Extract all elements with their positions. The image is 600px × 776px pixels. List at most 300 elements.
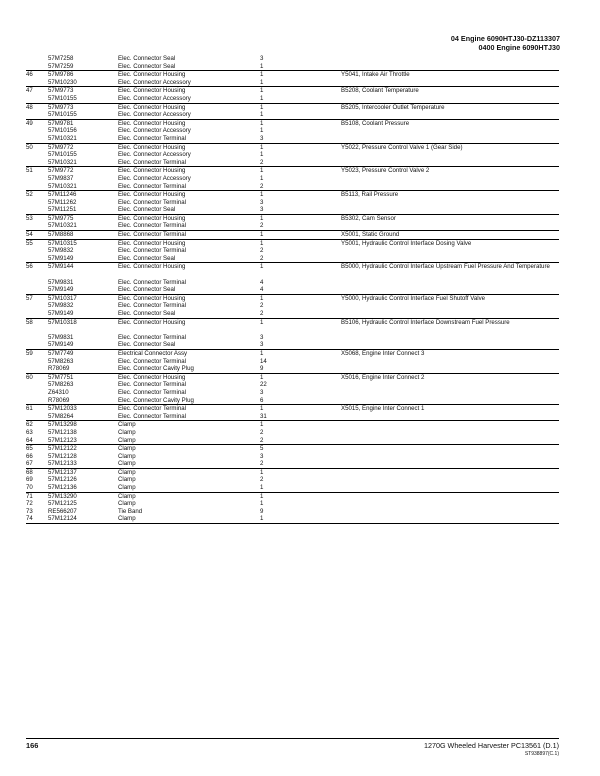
table-row	[26, 484, 559, 492]
table-row	[26, 255, 559, 263]
part-number: 57M9773	[48, 103, 74, 111]
part-description: Elec. Connector Housing	[118, 214, 186, 222]
table-row	[26, 271, 559, 279]
table-row	[26, 437, 559, 445]
table-row	[26, 374, 559, 382]
remarks: B5208, Coolant Temperature	[341, 87, 419, 95]
part-number: 57M10321	[48, 182, 77, 190]
part-number: 57M12123	[48, 436, 77, 444]
quantity: 1	[260, 231, 264, 239]
quantity: 6	[260, 396, 264, 404]
parts-group	[26, 319, 559, 350]
table-row	[26, 326, 559, 334]
quantity: 22	[260, 381, 267, 389]
part-description: Elec. Connector Terminal	[118, 182, 186, 190]
part-number: 57M9831	[48, 278, 74, 286]
part-number: 57M9144	[48, 263, 74, 271]
part-number: RE566207	[48, 507, 77, 515]
table-row	[26, 191, 559, 199]
quantity: 1	[260, 239, 264, 247]
item-number: 46	[26, 71, 33, 79]
table-row	[26, 389, 559, 397]
parts-group	[26, 215, 559, 231]
parts-group	[26, 263, 559, 294]
table-row	[26, 429, 559, 437]
part-description: Clamp	[118, 460, 136, 468]
part-description: Elec. Connector Housing	[118, 119, 186, 127]
part-number: 57M9772	[48, 167, 74, 175]
table-row	[26, 79, 559, 87]
quantity: 1	[260, 127, 264, 135]
quantity: 2	[260, 182, 264, 190]
item-number: 74	[26, 515, 33, 523]
quantity: 1	[260, 119, 264, 127]
item-number: 58	[26, 318, 33, 326]
part-number: 57M13298	[48, 421, 77, 429]
parts-group	[26, 71, 559, 87]
quantity: 1	[260, 94, 264, 102]
part-number: 57M12124	[48, 515, 77, 523]
item-number: 52	[26, 191, 33, 199]
part-number: 57M10156	[48, 127, 77, 135]
part-number: 57M9786	[48, 71, 74, 79]
table-row	[26, 381, 559, 389]
page-footer	[26, 738, 559, 757]
table-row	[26, 222, 559, 230]
remarks: B5113, Rail Pressure	[341, 191, 399, 199]
quantity: 1	[260, 111, 264, 119]
quantity: 2	[260, 428, 264, 436]
part-description: Clamp	[118, 484, 136, 492]
part-description: Elec. Connector Housing	[118, 103, 186, 111]
part-number: 57M12133	[48, 460, 77, 468]
part-description: Elec. Connector Accessory	[118, 174, 191, 182]
table-row	[26, 508, 559, 516]
quantity: 1	[260, 349, 264, 357]
quantity: 2	[260, 158, 264, 166]
part-number: 57M8868	[48, 231, 74, 239]
quantity: 1	[260, 87, 264, 95]
remarks: X5015, Engine Inter Connect 1	[341, 405, 425, 413]
part-number: 57M10155	[48, 94, 77, 102]
part-number: R78069	[48, 396, 70, 404]
quantity: 3	[260, 134, 264, 142]
parts-group	[26, 421, 559, 445]
quantity: 1	[260, 214, 264, 222]
part-description: Elec. Connector Seal	[118, 55, 176, 62]
part-number: 57M9149	[48, 254, 74, 262]
part-number: 57M7259	[48, 62, 74, 70]
part-description: Elec. Connector Housing	[118, 191, 186, 199]
part-description: Elec. Connector Seal	[118, 254, 176, 262]
part-number: 57M9775	[48, 214, 74, 222]
part-number: 57M10318	[48, 318, 77, 326]
part-number: 57M11251	[48, 206, 77, 214]
part-number: 57M9149	[48, 341, 74, 349]
quantity: 2	[260, 436, 264, 444]
quantity: 1	[260, 191, 264, 199]
part-number: 57M12122	[48, 445, 77, 453]
part-number: 57M10321	[48, 222, 77, 230]
part-number: 57M10315	[48, 239, 77, 247]
quantity: 2	[260, 302, 264, 310]
part-description: Elec. Connector Housing	[118, 239, 186, 247]
table-row	[26, 183, 559, 191]
table-row	[26, 151, 559, 159]
remarks: Y5022, Pressure Control Valve 1 (Gear Side)	[341, 143, 463, 151]
footer-code: ST938897(C.1)	[524, 751, 559, 757]
quantity: 1	[260, 174, 264, 182]
table-row	[26, 111, 559, 119]
table-row	[26, 263, 559, 271]
parts-group	[26, 295, 559, 319]
quantity: 1	[260, 373, 264, 381]
table-row	[26, 350, 559, 358]
quantity: 4	[260, 278, 264, 286]
part-description: Elec. Connector Terminal	[118, 357, 186, 365]
item-number: 48	[26, 103, 33, 111]
part-description: Elec. Connector Housing	[118, 294, 186, 302]
quantity: 1	[260, 78, 264, 86]
quantity: 3	[260, 206, 264, 214]
table-row	[26, 215, 559, 223]
table-row	[26, 247, 559, 255]
parts-group	[26, 104, 559, 120]
quantity: 3	[260, 452, 264, 460]
page-number: 166	[26, 741, 39, 750]
item-number: 64	[26, 436, 33, 444]
part-description: Elec. Connector Terminal	[118, 405, 186, 413]
part-description: Elec. Connector Cavity Plug	[118, 396, 194, 404]
part-number: 57M12033	[48, 405, 77, 413]
item-number: 59	[26, 349, 33, 357]
parts-group	[26, 374, 559, 405]
item-number: 49	[26, 119, 33, 127]
table-row	[26, 397, 559, 405]
quantity: 4	[260, 286, 264, 294]
table-row	[26, 279, 559, 287]
part-number: 57M8264	[48, 412, 74, 420]
table-row	[26, 295, 559, 303]
quantity: 3	[260, 388, 264, 396]
quantity: 3	[260, 341, 264, 349]
quantity: 1	[260, 294, 264, 302]
table-row	[26, 206, 559, 214]
item-number: 68	[26, 468, 33, 476]
quantity: 3	[260, 333, 264, 341]
table-row	[26, 469, 559, 477]
part-number: 57M13290	[48, 492, 77, 500]
part-number: 57M10230	[48, 78, 77, 86]
part-description: Electrical Connector Assy	[118, 349, 188, 357]
item-number: 66	[26, 452, 33, 460]
quantity: 2	[260, 254, 264, 262]
part-number: 57M9831	[48, 333, 74, 341]
quantity: 2	[260, 310, 264, 317]
quantity: 2	[260, 247, 264, 255]
remarks: B5302, Cam Sensor	[341, 214, 396, 222]
remarks: B5106, Hydraulic Control Interface Downstream Fuel Pressure	[341, 318, 510, 326]
part-number: 57M9781	[48, 119, 74, 127]
quantity: 2	[260, 476, 264, 484]
part-number: 57M12136	[48, 484, 77, 492]
item-number: 47	[26, 87, 33, 95]
table-row	[26, 310, 559, 318]
part-number: 57M12138	[48, 428, 77, 436]
quantity: 1	[260, 151, 264, 159]
parts-group	[26, 405, 559, 421]
quantity: 5	[260, 445, 264, 453]
part-number: 57M10155	[48, 111, 77, 119]
part-number: R78069	[48, 365, 70, 373]
table-row	[26, 95, 559, 103]
part-number: 57M10317	[48, 294, 77, 302]
part-description: Elec. Connector Terminal	[118, 412, 186, 420]
quantity: 9	[260, 365, 264, 373]
table-row	[26, 286, 559, 294]
remarks: X5016, Engine Inter Connect 2	[341, 373, 425, 381]
part-number: 57M7751	[48, 373, 74, 381]
parts-group	[26, 445, 559, 469]
part-description: Elec. Connector Housing	[118, 263, 186, 271]
part-number: 57M8263	[48, 381, 74, 389]
part-number: 57M12137	[48, 468, 77, 476]
quantity: 1	[260, 484, 264, 492]
item-number: 61	[26, 405, 33, 413]
quantity: 1	[260, 263, 264, 271]
quantity: 3	[260, 55, 264, 62]
part-number: 57M12128	[48, 452, 77, 460]
part-description: Clamp	[118, 515, 136, 523]
part-description: Clamp	[118, 468, 136, 476]
item-number: 63	[26, 428, 33, 436]
parts-group	[26, 350, 559, 374]
part-description: Elec. Connector Seal	[118, 341, 176, 349]
table-row	[26, 405, 559, 413]
quantity: 1	[260, 421, 264, 429]
part-description: Elec. Connector Terminal	[118, 198, 186, 206]
quantity: 1	[260, 500, 264, 508]
part-number: 57M7749	[48, 349, 74, 357]
part-description: Clamp	[118, 492, 136, 500]
quantity: 1	[260, 492, 264, 500]
part-number: 57M9772	[48, 143, 74, 151]
parts-group	[26, 144, 559, 168]
part-description: Elec. Connector Terminal	[118, 333, 186, 341]
part-number: 57M12126	[48, 476, 77, 484]
table-row	[26, 127, 559, 135]
part-number: 57M10321	[48, 158, 77, 166]
table-row	[26, 493, 559, 501]
part-description: Elec. Connector Terminal	[118, 302, 186, 310]
part-description: Elec. Connector Accessory	[118, 111, 191, 119]
table-row	[26, 476, 559, 484]
part-number: 57M9832	[48, 247, 74, 255]
part-description: Elec. Connector Housing	[118, 71, 186, 79]
part-description: Elec. Connector Accessory	[118, 127, 191, 135]
part-number: 57M9149	[48, 286, 74, 294]
quantity: 1	[260, 318, 264, 326]
part-number: 57M9149	[48, 310, 74, 317]
part-description: Clamp	[118, 421, 136, 429]
part-number: 57M11246	[48, 191, 77, 199]
table-row	[26, 144, 559, 152]
table-row	[26, 167, 559, 175]
parts-table	[26, 55, 559, 524]
remarks: Y5023, Pressure Control Valve 2	[341, 167, 430, 175]
table-row	[26, 413, 559, 421]
item-number: 65	[26, 445, 33, 453]
part-number: 57M9837	[48, 174, 74, 182]
table-row	[26, 334, 559, 342]
item-number: 57	[26, 294, 33, 302]
table-row	[26, 515, 559, 523]
part-number: 57M10155	[48, 151, 77, 159]
parts-group	[26, 191, 559, 215]
table-row	[26, 460, 559, 468]
part-description: Elec. Connector Accessory	[118, 94, 191, 102]
table-row	[26, 365, 559, 373]
parts-group	[26, 120, 559, 144]
quantity: 2	[260, 460, 264, 468]
quantity: 1	[260, 143, 264, 151]
remarks: X5001, Static Ground	[341, 231, 400, 239]
quantity: 1	[260, 405, 264, 413]
part-description: Elec. Connector Accessory	[118, 151, 191, 159]
table-row	[26, 55, 559, 63]
table-row	[26, 341, 559, 349]
part-description: Elec. Connector Terminal	[118, 278, 186, 286]
part-description: Elec. Connector Seal	[118, 286, 176, 294]
table-row	[26, 135, 559, 143]
item-number: 73	[26, 507, 33, 515]
table-row	[26, 240, 559, 248]
table-row	[26, 120, 559, 128]
parts-group	[26, 167, 559, 191]
table-row	[26, 453, 559, 461]
part-description: Elec. Connector Housing	[118, 167, 186, 175]
table-row	[26, 500, 559, 508]
part-description: Clamp	[118, 428, 136, 436]
part-description: Elec. Connector Seal	[118, 206, 176, 214]
remarks: B5205, Intercooler Outlet Temperature	[341, 103, 445, 111]
quantity: 1	[260, 468, 264, 476]
part-description: Elec. Connector Housing	[118, 373, 186, 381]
quantity: 1	[260, 62, 264, 70]
remarks: Y5041, Intake Air Throttle	[341, 71, 410, 79]
table-row	[26, 445, 559, 453]
part-number: 57M9832	[48, 302, 74, 310]
quantity: 1	[260, 71, 264, 79]
part-number: 57M10321	[48, 134, 77, 142]
table-row	[26, 63, 559, 71]
item-number: 72	[26, 500, 33, 508]
part-description: Tie Band	[118, 507, 143, 515]
item-number: 50	[26, 143, 33, 151]
part-number: 57M11262	[48, 198, 77, 206]
part-description: Elec. Connector Terminal	[118, 231, 186, 239]
table-row	[26, 175, 559, 183]
parts-group	[26, 87, 559, 103]
part-description: Elec. Connector Housing	[118, 318, 186, 326]
quantity: 1	[260, 515, 264, 523]
table-row	[26, 87, 559, 95]
part-description: Elec. Connector Seal	[118, 310, 176, 317]
table-row	[26, 319, 559, 327]
parts-group	[26, 469, 559, 493]
quantity: 1	[260, 103, 264, 111]
item-number: 55	[26, 239, 33, 247]
part-description: Elec. Connector Terminal	[118, 388, 186, 396]
footer-title: 1270G Wheeled Harvester PC13561 (D.1)	[423, 741, 559, 750]
quantity: 9	[260, 507, 264, 515]
part-description: Elec. Connector Accessory	[118, 78, 191, 86]
part-description: Clamp	[118, 436, 136, 444]
item-number: 67	[26, 460, 33, 468]
remarks: Y5000, Hydraulic Control Interface Fuel Shutoff Valve	[341, 294, 486, 302]
remarks: B5108, Coolant Pressure	[341, 119, 410, 127]
table-row	[26, 159, 559, 167]
part-number: 57M8263	[48, 357, 74, 365]
part-description: Clamp	[118, 452, 136, 460]
part-description: Elec. Connector Terminal	[118, 158, 186, 166]
remarks: Y5001, Hydraulic Control Interface Dosing Valve	[341, 239, 472, 247]
parts-group	[26, 231, 559, 240]
table-row	[26, 302, 559, 310]
table-row	[26, 231, 559, 239]
item-number: 71	[26, 492, 33, 500]
parts-group	[26, 493, 559, 524]
part-description: Elec. Connector Housing	[118, 87, 186, 95]
item-number: 62	[26, 421, 33, 429]
item-number: 56	[26, 263, 33, 271]
remarks: X5068, Engine Inter Connect 3	[341, 349, 425, 357]
section-header: 04 Engine 6090HTJ30-DZ113307	[450, 34, 560, 43]
item-number: 70	[26, 484, 33, 492]
part-description: Elec. Connector Terminal	[118, 134, 186, 142]
part-number: 57M9773	[48, 87, 74, 95]
part-number: 57M12125	[48, 500, 77, 508]
part-description: Elec. Connector Seal	[118, 62, 176, 70]
table-row	[26, 421, 559, 429]
quantity: 3	[260, 198, 264, 206]
part-description: Elec. Connector Terminal	[118, 222, 186, 230]
quantity: 2	[260, 222, 264, 230]
item-number: 69	[26, 476, 33, 484]
parts-group	[26, 55, 559, 71]
table-row	[26, 199, 559, 207]
part-description: Elec. Connector Cavity Plug	[118, 365, 194, 373]
part-description: Elec. Connector Housing	[118, 143, 186, 151]
part-description: Clamp	[118, 500, 136, 508]
part-description: Clamp	[118, 445, 136, 453]
item-number: 60	[26, 373, 33, 381]
table-row	[26, 71, 559, 79]
item-number: 51	[26, 167, 33, 175]
parts-group	[26, 240, 559, 264]
part-number: 57M7258	[48, 55, 74, 62]
part-description: Elec. Connector Terminal	[118, 381, 186, 389]
part-description: Elec. Connector Terminal	[118, 247, 186, 255]
quantity: 31	[260, 412, 267, 420]
part-number: Z64310	[48, 388, 69, 396]
table-row	[26, 358, 559, 366]
part-description: Clamp	[118, 476, 136, 484]
remarks: B5000, Hydraulic Control Interface Upstream Fuel Pressure And Temperature	[341, 263, 550, 271]
quantity: 1	[260, 167, 264, 175]
item-number: 54	[26, 231, 33, 239]
item-number: 53	[26, 214, 33, 222]
